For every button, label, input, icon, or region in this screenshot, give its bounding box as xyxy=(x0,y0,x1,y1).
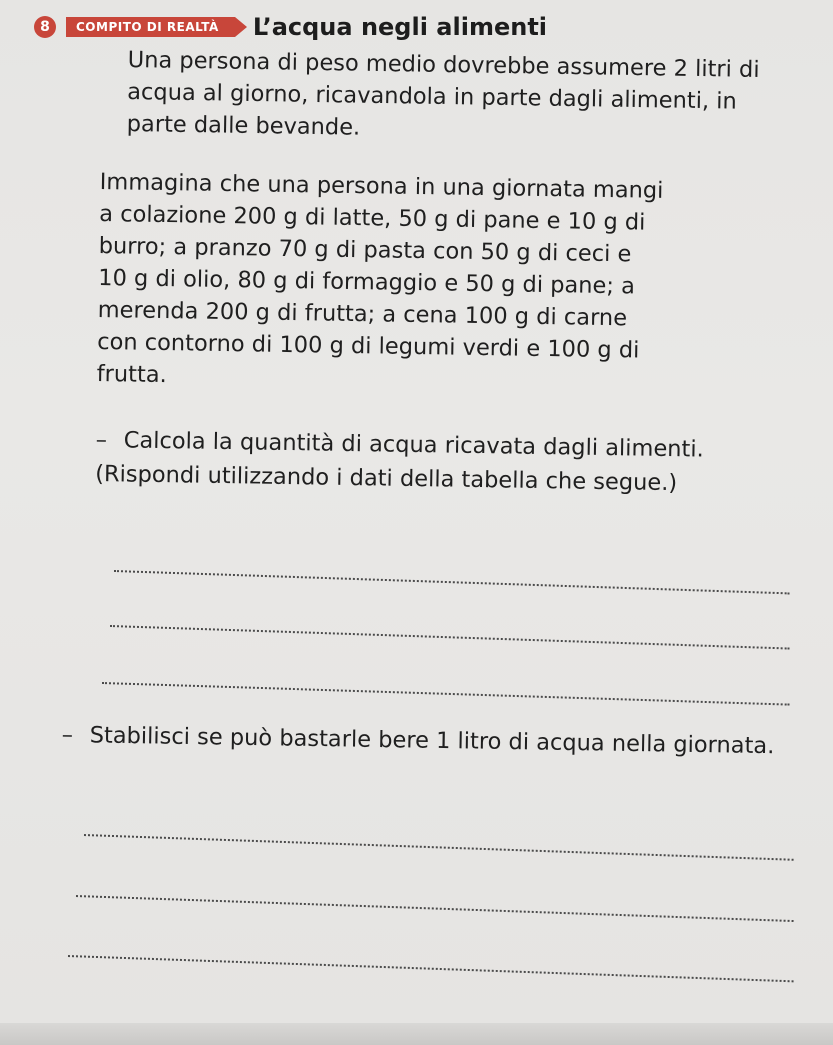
answer-line[interactable] xyxy=(84,834,794,861)
question-text: Stabilisci se può bastarle bere 1 litro di acqua nella giornata. xyxy=(89,722,775,760)
answer-line[interactable] xyxy=(114,570,790,594)
scenario-line: frutta. xyxy=(96,360,167,389)
question-dash: – xyxy=(61,721,74,749)
scenario-line: Immagina che una persona in una giornata mangi xyxy=(99,168,664,204)
scenario-line: merenda 200 g di frutta; a cena 100 g di carne xyxy=(97,296,628,332)
task-badge: COMPITO DI REALTÀ xyxy=(66,17,235,37)
question-calculate-water xyxy=(95,423,756,501)
intro-paragraph: Una persona di peso medio dovrebbe assumere 2 litri di acqua al giorno, ricavandola in parte dagli alimenti, in parte dalle bevande. xyxy=(126,46,760,141)
exercise-header xyxy=(34,12,813,42)
answer-line[interactable] xyxy=(110,625,790,650)
question-dash: – xyxy=(95,426,108,454)
scenario-line: 10 g di olio, 80 g di formaggio e 50 g di pane; a xyxy=(98,264,636,300)
answer-line[interactable] xyxy=(102,682,790,706)
answer-line[interactable] xyxy=(68,955,794,982)
scenario-paragraph xyxy=(96,166,799,401)
page-bottom-edge xyxy=(0,1023,833,1045)
exercise-number: 8 xyxy=(34,16,56,38)
answer-line[interactable] xyxy=(76,895,794,922)
page-title: L’acqua negli alimenti xyxy=(252,13,548,41)
scenario-line: con contorno di 100 g di legumi verdi e 100 g di xyxy=(97,328,640,364)
question-text: Calcola la quantità di acqua ricavata dagli alimenti. (Rispondi utilizzando i dati della tabella che segue.) xyxy=(94,427,704,497)
scenario-line: burro; a pranzo 70 g di pasta con 50 g di ceci e xyxy=(98,232,632,268)
question-one-liter xyxy=(61,718,791,763)
scenario-line: a colazione 200 g di latte, 50 g di pane e 10 g di xyxy=(99,200,646,236)
